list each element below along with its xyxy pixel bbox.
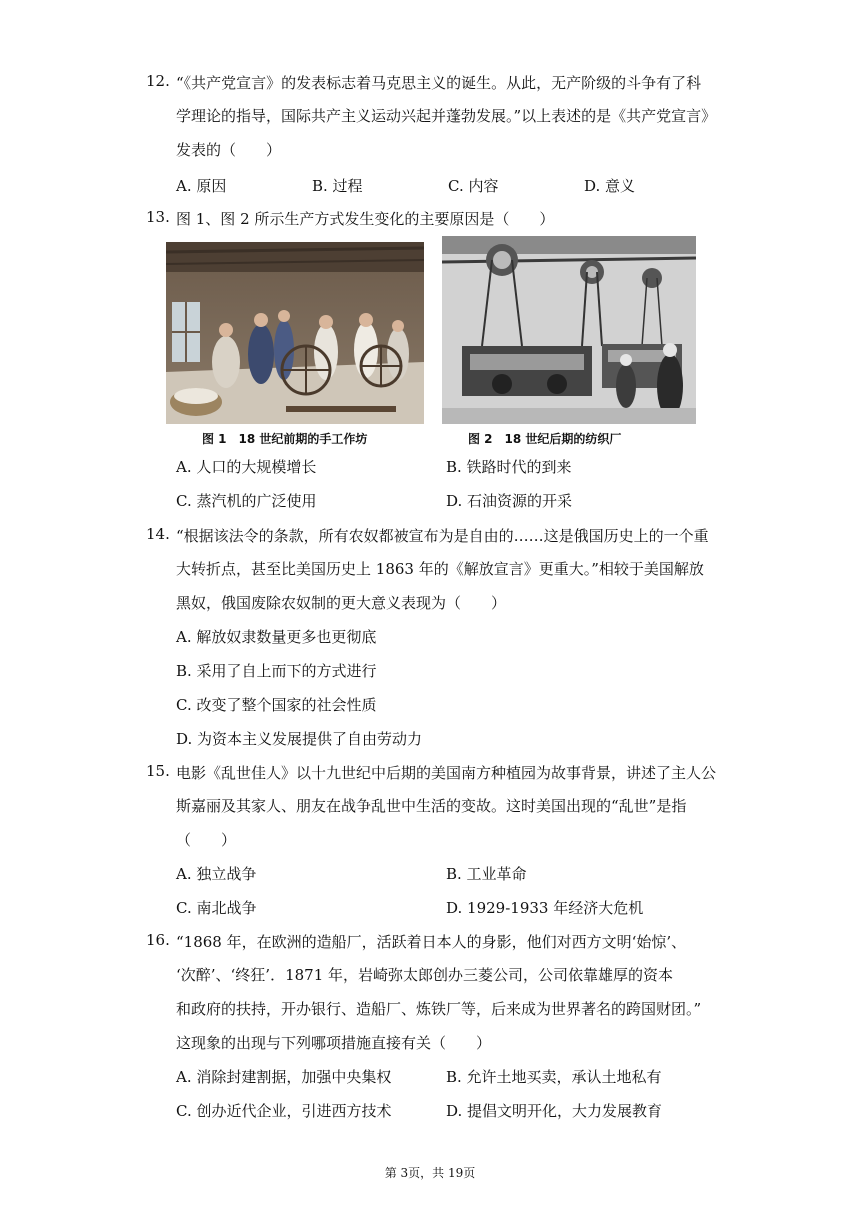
question-number: 15.: [146, 762, 170, 780]
option-a[interactable]: A. 人口的大规模增长: [176, 458, 317, 476]
question-text: （ ）: [176, 831, 237, 849]
option-b[interactable]: B. 允许土地买卖，承认土地私有: [446, 1068, 662, 1086]
question-number: 16.: [146, 931, 170, 949]
question-number: 13.: [146, 208, 170, 226]
question-text: ‘次醉’、‘终狂’．1871 年，岩崎弥太郎创办三菱公司，公司依靠雄厚的资本: [176, 966, 674, 984]
option-a[interactable]: A. 解放奴隶数量更多也更彻底: [176, 628, 377, 646]
option-d[interactable]: D. 为资本主义发展提供了自由劳动力: [176, 730, 423, 748]
option-c[interactable]: C. 改变了整个国家的社会性质: [176, 696, 377, 714]
figure-2-caption: 图 2 18 世纪后期的纺织厂: [468, 432, 622, 446]
question-text: 和政府的扶持，开办银行、造船厂、炼铁厂等，后来成为世界著名的跨国财团。”: [176, 1000, 702, 1018]
option-c[interactable]: C. 南北战争: [176, 899, 257, 917]
question-text: 发表的（ ）: [176, 141, 282, 159]
option-c[interactable]: C. 内容: [448, 177, 499, 195]
option-b[interactable]: B. 铁路时代的到来: [446, 458, 572, 476]
option-a[interactable]: A. 消除封建割据，加强中央集权: [176, 1068, 392, 1086]
question-text: 斯嘉丽及其家人、朋友在战争乱世中生活的变故。这时美国出现的“乱世”是指: [176, 797, 687, 815]
option-d[interactable]: D. 1929-1933 年经济大危机: [446, 899, 644, 917]
question-number: 12.: [146, 72, 170, 90]
option-b[interactable]: B. 采用了自上而下的方式进行: [176, 662, 377, 680]
question-text: 大转折点，甚至比美国历史上 1863 年的《解放宣言》更重大。”相较于美国解放: [176, 560, 704, 578]
question-text: 图 1、图 2 所示生产方式发生变化的主要原因是（ ）: [176, 210, 555, 228]
option-b[interactable]: B. 过程: [312, 177, 363, 195]
figure-1-workshop-image: [166, 242, 424, 424]
question-text: “《共产党宣言》的发表标志着马克思主义的诞生。从此，无产阶级的斗争有了科: [176, 74, 702, 92]
option-c[interactable]: C. 蒸汽机的广泛使用: [176, 492, 317, 510]
question-text: “根据该法令的条款，所有农奴都被宣布为是自由的……这是俄国历史上的一个重: [176, 527, 709, 545]
option-b[interactable]: B. 工业革命: [446, 865, 527, 883]
page-footer: 第 3页，共 19页: [384, 1166, 476, 1180]
figure-2-factory-image: [442, 236, 696, 424]
option-c[interactable]: C. 创办近代企业，引进西方技术: [176, 1102, 392, 1120]
question-text: 这现象的出现与下列哪项措施直接有关（ ）: [176, 1034, 492, 1052]
question-number: 14.: [146, 525, 170, 543]
question-text: “1868 年，在欧洲的造船厂，活跃着日本人的身影，他们对西方文明‘始惊’、: [176, 933, 687, 951]
option-a[interactable]: A. 原因: [176, 177, 227, 195]
question-text: 黑奴，俄国废除农奴制的更大意义表现为（ ）: [176, 594, 507, 612]
question-text: 学理论的指导，国际共产主义运动兴起并蓬勃发展。”以上表述的是《共产党宣言》: [176, 107, 717, 125]
option-d[interactable]: D. 提倡文明开化，大力发展教育: [446, 1102, 663, 1120]
question-text: 电影《乱世佳人》以十九世纪中后期的美国南方种植园为故事背景，讲述了主人公: [176, 764, 717, 782]
option-d[interactable]: D. 石油资源的开采: [446, 492, 573, 510]
option-d[interactable]: D. 意义: [584, 177, 636, 195]
option-a[interactable]: A. 独立战争: [176, 865, 257, 883]
figure-1-caption: 图 1 18 世纪前期的手工作坊: [202, 432, 368, 446]
